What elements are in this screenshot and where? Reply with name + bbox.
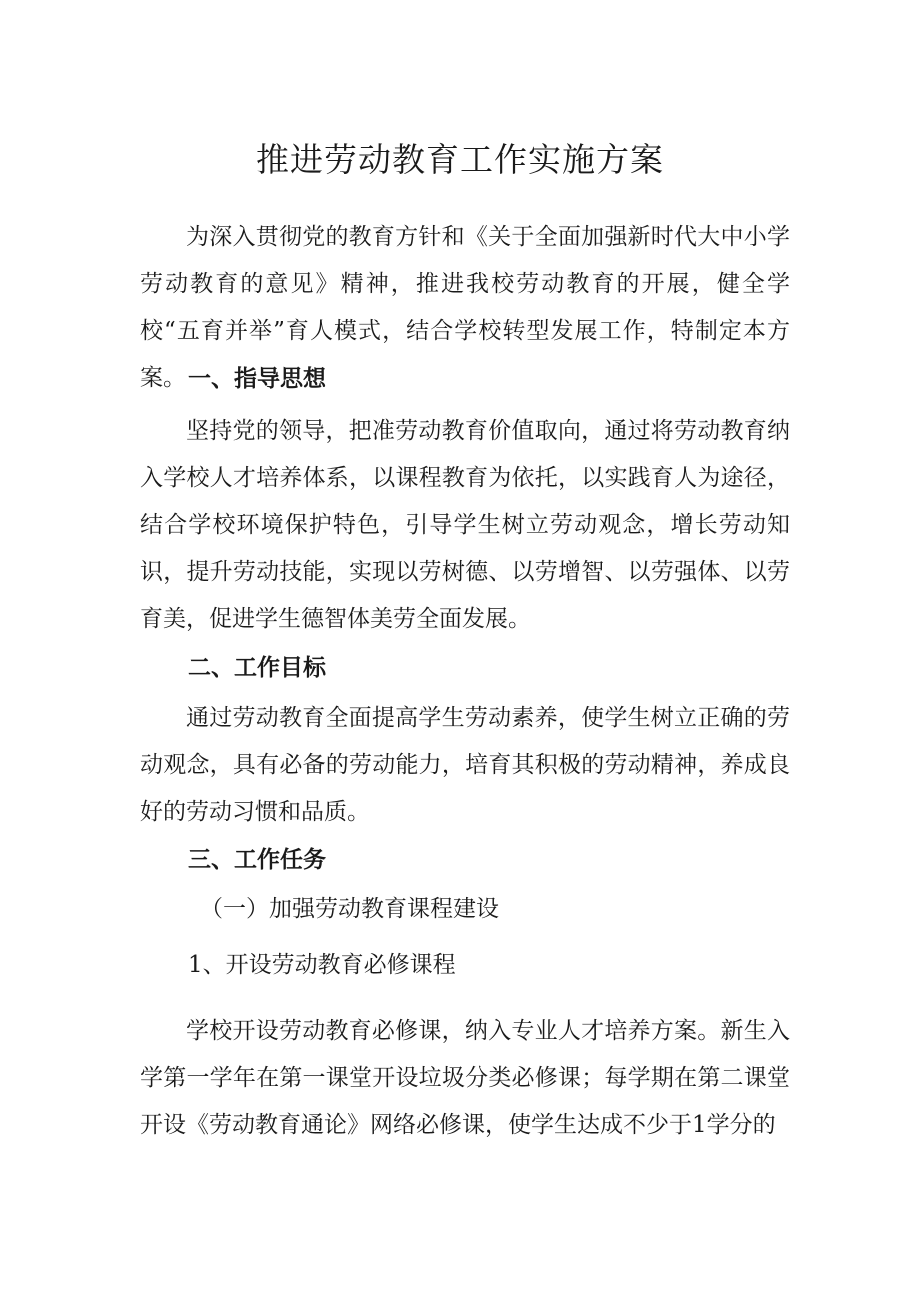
section-body-required-course: 学校开设劳动教育必修课，纳入专业人才培养方案。新生入学第一学年在第一课堂开设垃圾分类必修课；每学期在第二课堂开设《劳动教育通论》网络必修课，使学生达成不少于1学分的 (140, 1018, 790, 1138)
section-heading-work-goals: 二、工作目标 (188, 655, 326, 681)
subsection-heading-course-building: （一）加强劳动教育课程建设 (200, 896, 499, 922)
item-heading-required-course: 1、开设劳动教育必修课程 (188, 952, 456, 978)
page-title: 推进劳动教育工作实施方案 (256, 140, 664, 179)
intro-paragraph: 为深入贯彻党的教育方针和《关于全面加强新时代大中小学劳动教育的意见》精神，推进我校劳动教育的开展，健全学校“五育并举”育人模式，结合学校转型发展工作，特制定本方案。 (140, 224, 790, 391)
section-body-guiding-ideology: 坚持党的领导，把准劳动教育价值取向，通过将劳动教育纳入学校人才培养体系，以课程教育为依托，以实践育人为途径，结合学校环境保护特色，引导学生树立劳动观念，增长劳动知识，提升劳动技能，实现以劳树德、以劳增智、以劳强体、以劳育美，促进学生德智体美劳全面发展。 (140, 418, 790, 632)
section-body-work-goals: 通过劳动教育全面提高学生劳动素养，使学生树立正确的劳动观念，具有必备的劳动能力，培育其积极的劳动精神，养成良好的劳动习惯和品质。 (140, 705, 790, 825)
section-heading-guiding-ideology: 一、指导思想 (188, 366, 326, 392)
section-heading-work-tasks: 三、工作任务 (188, 847, 326, 873)
